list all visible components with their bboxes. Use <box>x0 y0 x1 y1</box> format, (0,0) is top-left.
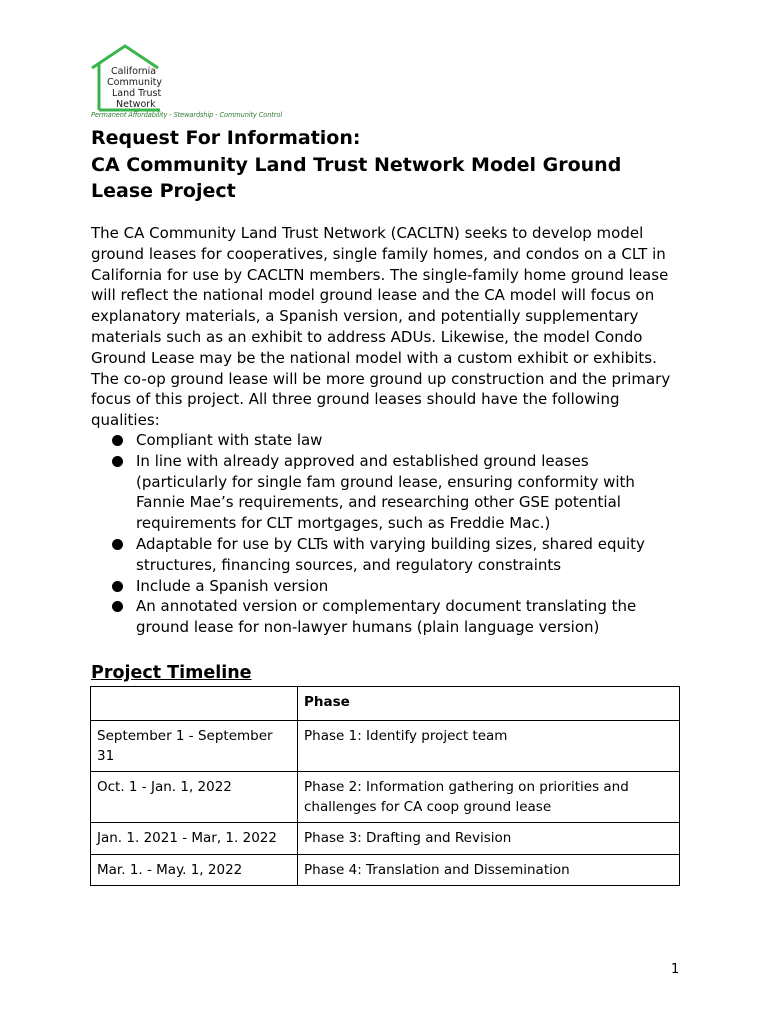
paragraph-line: qualities: <box>91 411 160 430</box>
table-header-row <box>91 687 680 721</box>
list-item-text: (particularly for single fam ground lease, ensuring conformity with <box>136 472 635 491</box>
phase-cell: Phase 3: Drafting and Revision <box>298 823 680 855</box>
paragraph-line: The co-op ground lease will be more ground up construction and the primary <box>91 369 671 388</box>
list-item <box>91 596 691 638</box>
logo-text-line: California <box>111 66 157 77</box>
list-item-text: requirements for CLT mortgages, such as Freddie Mac.) <box>136 514 551 533</box>
document-title <box>91 125 691 205</box>
title-line: CA Community Land Trust Network Model Ground <box>91 153 622 176</box>
intro-paragraph <box>91 223 691 431</box>
paragraph-line: ground leases for cooperatives, single family homes, and condos on a CLT in <box>91 244 666 263</box>
list-item-text: Adaptable for use by CLTs with varying building sizes, shared equity <box>136 534 645 553</box>
list-item-text: Include a Spanish version <box>136 576 329 595</box>
table-row <box>91 772 680 823</box>
list-item-text: In line with already approved and established ground leases <box>136 451 589 470</box>
list-item-text: structures, financing sources, and regulatory constraints <box>136 555 562 574</box>
table-row <box>91 721 680 772</box>
paragraph-line: materials such as an exhibit to address ADUs. Likewise, the model Condo <box>91 327 643 346</box>
phase-cell: Phase 1: Identify project team <box>298 721 680 772</box>
bullet-icon <box>112 581 123 592</box>
bullet-icon <box>112 456 123 467</box>
table-row <box>91 823 680 855</box>
table-header-cell: Phase <box>298 687 680 721</box>
qualities-list <box>91 430 691 638</box>
date-cell: September 1 - September 31 <box>91 721 298 772</box>
list-item <box>91 534 691 576</box>
date-cell: Oct. 1 - Jan. 1, 2022 <box>91 772 298 823</box>
list-item-text: Compliant with state law <box>136 431 323 449</box>
paragraph-line: focus of this project. All three ground leases should have the following <box>91 390 620 409</box>
table-header-cell <box>91 687 298 721</box>
organization-logo <box>90 44 290 124</box>
list-item <box>91 451 691 534</box>
paragraph-line: explanatory materials, a Spanish version, and potentially supplementary <box>91 307 639 326</box>
list-item <box>91 430 691 451</box>
page-number: 1 <box>671 962 680 977</box>
list-item <box>91 576 691 597</box>
date-cell: Jan. 1. 2021 - Mar, 1. 2022 <box>91 823 298 855</box>
table-row <box>91 854 680 886</box>
list-item-text: Fannie Mae’s requirements, and researching other GSE potential <box>136 493 621 512</box>
paragraph-line: California for use by CACLTN members. The single-family home ground lease <box>91 265 669 284</box>
title-line: Lease Project <box>91 180 236 202</box>
paragraph-line: The CA Community Land Trust Network (CACLTN) seeks to develop model <box>91 224 644 242</box>
date-cell: Mar. 1. - May. 1, 2022 <box>91 854 298 886</box>
logo-tagline: Permanent Affordability - Stewardship - Community Control <box>91 111 283 119</box>
list-item-text: ground lease for non-lawyer humans (plain language version) <box>136 618 600 637</box>
paragraph-line: Ground Lease may be the national model with a custom exhibit or exhibits. <box>91 348 657 367</box>
bullet-icon <box>112 435 123 446</box>
phase-cell: Phase 4: Translation and Dissemination <box>298 854 680 886</box>
bullet-icon <box>112 601 123 612</box>
bullet-icon <box>112 539 123 550</box>
logo-text-line: Land Trust <box>112 88 162 99</box>
timeline-table <box>90 686 680 886</box>
timeline-heading: Project Timeline <box>91 663 252 683</box>
list-item-text: An annotated version or complementary document translating the <box>136 597 637 616</box>
logo-text-line: Network <box>116 99 156 110</box>
logo-text-line: Community <box>107 77 162 88</box>
paragraph-line: will reflect the national model ground lease and the CA model will focus on <box>91 286 655 305</box>
phase-cell: Phase 2: Information gathering on priorities and challenges for CA coop ground lease <box>298 772 680 823</box>
title-line: Request For Information: <box>91 127 361 149</box>
